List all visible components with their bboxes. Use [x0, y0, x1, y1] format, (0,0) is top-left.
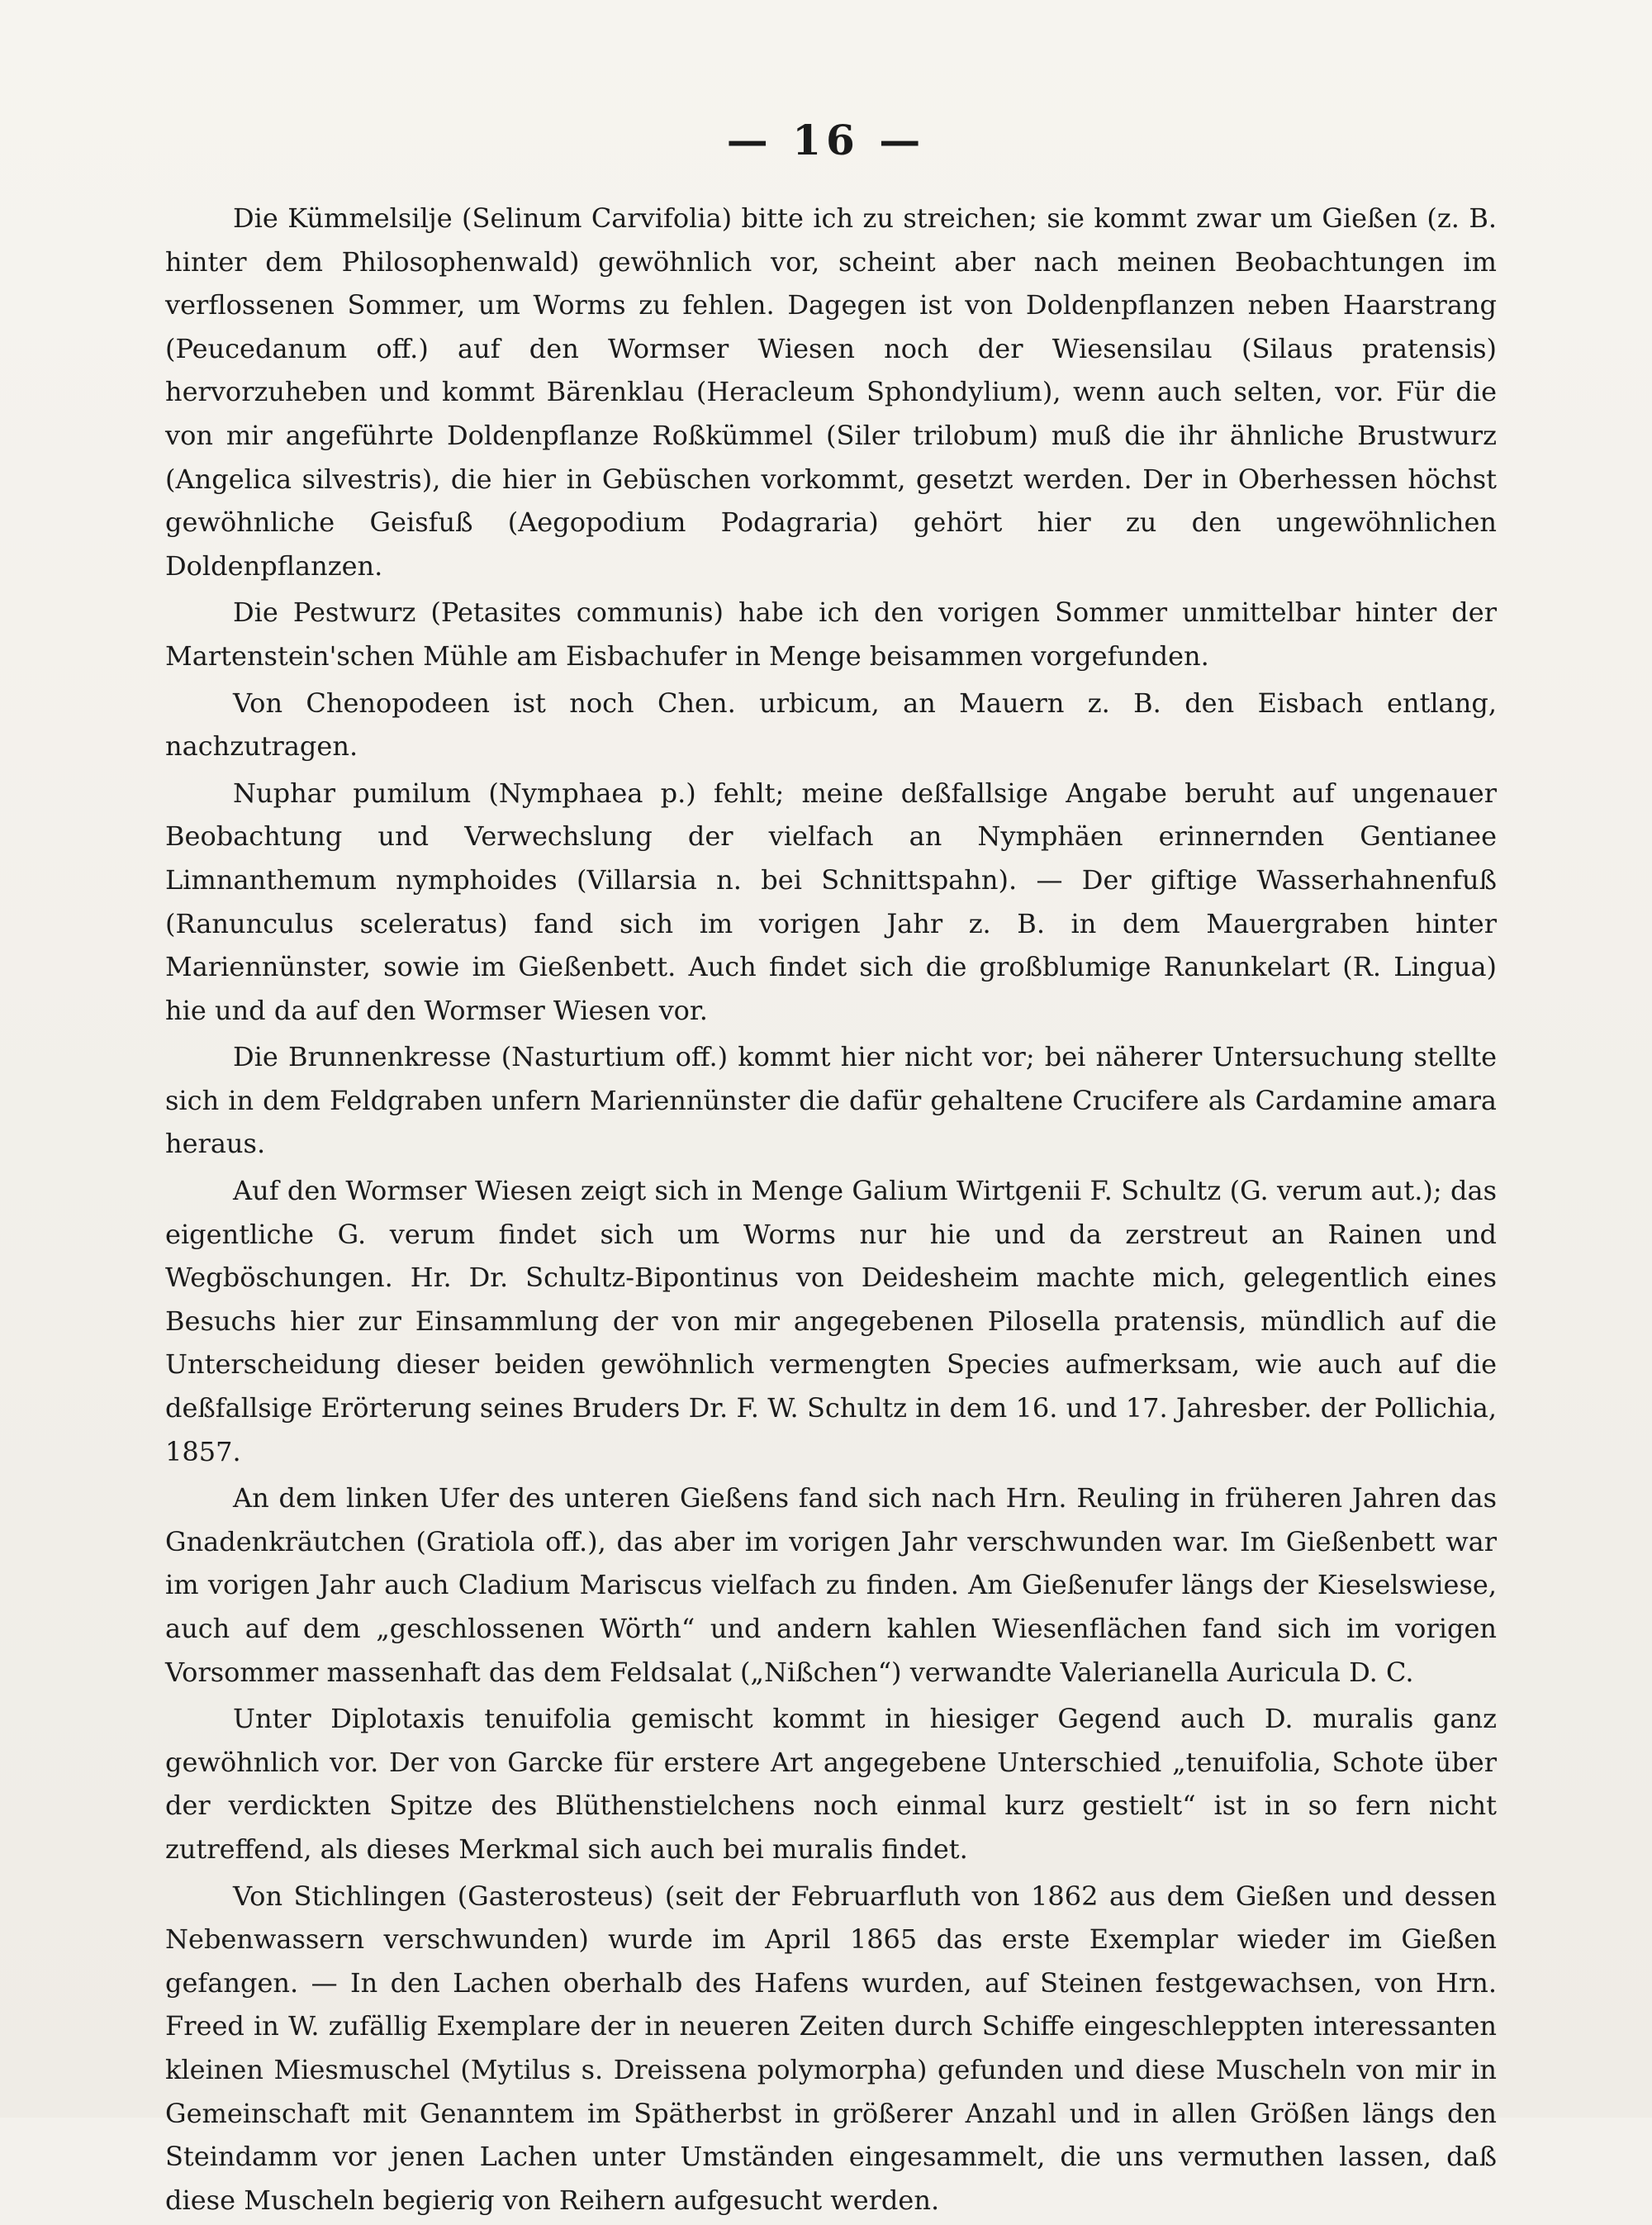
paragraph-pestwurz: Die Pestwurz (Petasites communis) habe ich den vorigen Sommer unmittelbar hinter der Martenstein'schen Mühle am Eisbachufer in Menge beisammen vorgefunden.	[165, 597, 1497, 672]
paragraph-gratiola: An dem linken Ufer des unteren Gießens fand sich nach Hrn. Reuling in früheren Jahren das Gnadenkräutchen (Gratiola off.), das aber im vorigen Jahr verschwunden war. Im Gießenbett war im vorigen Jahr auch Cladium Mariscus vielfach zu finden. Am Gießenufer längs der Kieselswiese, auch auf dem „geschlossenen Wörth“ und andern kahlen Wiesenflächen fand sich im vorigen Vorsommer massenhaft das dem Feldsalat („Nißchen“) verwandte Valerianella Auricula D. C.	[165, 1482, 1497, 1688]
body-text	[165, 197, 1497, 2225]
paragraph-diplotaxis: Unter Diplotaxis tenuifolia gemischt kommt in hiesiger Gegend auch D. muralis ganz gewöhnlich vor. Der von Garcke für erstere Art angegebene Unterschied „tenuifolia, Schote über der verdickten Spitze des Blüthenstielchens noch einmal kurz gestielt“ ist in so fern nicht zutreffend, als dieses Merkmal sich auch bei muralis findet.	[165, 1703, 1497, 1865]
paragraph-chenopodeen: Von Chenopodeen ist noch Chen. urbicum, an Mauern z. B. den Eisbach entlang, nachzutragen.	[165, 687, 1497, 763]
paragraph-nuphar: Nuphar pumilum (Nymphaea p.) fehlt; meine deßfallsige Angabe beruht auf ungenauer Beobachtung und Verwechslung der vielfach an Nymphäen erinnernden Gentianee Limnanthemum nymphoides (Villarsia n. bei Schnittspahn). — Der giftige Wasserhahnenfuß (Ranunculus sceleratus) fand sich im vorigen Jahr z. B. in dem Mauergraben hinter Mariennünster, sowie im Gießenbett. Auch findet sich die großblumige Ranunkelart (R. Lingua) hie und da auf den Wormser Wiesen vor.	[165, 777, 1497, 1026]
paragraph-kuemmelsilje: Die Kümmelsilje (Selinum Carvifolia) bitte ich zu streichen; sie kommt zwar um Gießen (z. B. hinter dem Philosophenwald) gewöhnlich vor, scheint aber nach meinen Beobachtungen im verflossenen Sommer, um Worms zu fehlen. Dagegen ist von Doldenpflanzen neben Haarstrang (Peucedanum off.) auf den Wormser Wiesen noch der Wiesensilau (Silaus pratensis) hervorzuheben und kommt Bärenklau (Heracleum Sphondylium), wenn auch selten, vor. Für die von mir angeführte Doldenpflanze Roßkümmel (Siler trilobum) muß die ihr ähnliche Brustwurz (Angelica silvestris), die hier in Gebüschen vorkommt, gesetzt werden. Der in Oberhessen höchst gewöhnliche Geisfuß (Aegopodium Podagraria) gehört hier zu den ungewöhnlichen Doldenpflanzen.	[165, 202, 1497, 582]
paragraph-stichlinge: Von Stichlingen (Gasterosteus) (seit der Februarfluth von 1862 aus dem Gießen und dessen Nebenwassern verschwunden) wurde im April 1865 das erste Exemplar wieder im Gießen gefangen. — In den Lachen oberhalb des Hafens wurden, auf Steinen festgewachsen, von Hrn. Freed in W. zufällig Exemplare der in neueren Zeiten durch Schiffe eingeschleppten interessanten kleinen Miesmuschel (Mytilus s. Dreissena polymorpha) gefunden und diese Muscheln von mir in Gemeinschaft mit Genanntem im Spätherbst in größerer Anzahl und in allen Größen längs den Steindamm vor jenen Lachen unter Umständen eingesammelt, die uns vermuthen lassen, daß diese Muscheln begierig von Reihern aufgesucht werden.	[165, 1880, 1497, 2216]
paragraph-brunnenkresse: Die Brunnenkresse (Nasturtium off.) kommt hier nicht vor; bei näherer Untersuchung stellte sich in dem Feldgraben unfern Mariennünster die dafür gehaltene Crucifere als Cardamine amara heraus.	[165, 1041, 1497, 1160]
paragraph-galium: Auf den Wormser Wiesen zeigt sich in Menge Galium Wirtgenii F. Schultz (G. verum aut.); das eigentliche G. verum findet sich um Worms nur hie und da zerstreut an Rainen und Wegböschungen. Hr. Dr. Schultz-Bipontinus von Deidesheim machte mich, gelegentlich eines Besuchs hier zur Einsammlung der von mir angegebenen Pilosella pratensis, mündlich auf die Unterscheidung dieser beiden gewöhnlich vermengten Species aufmerksam, wie auch auf die deßfallsige Erörterung seines Bruders Dr. F. W. Schultz in dem 16. und 17. Jahresber. der Pollichia, 1857.	[165, 1175, 1497, 1467]
page-number: — 16 —	[726, 116, 926, 164]
